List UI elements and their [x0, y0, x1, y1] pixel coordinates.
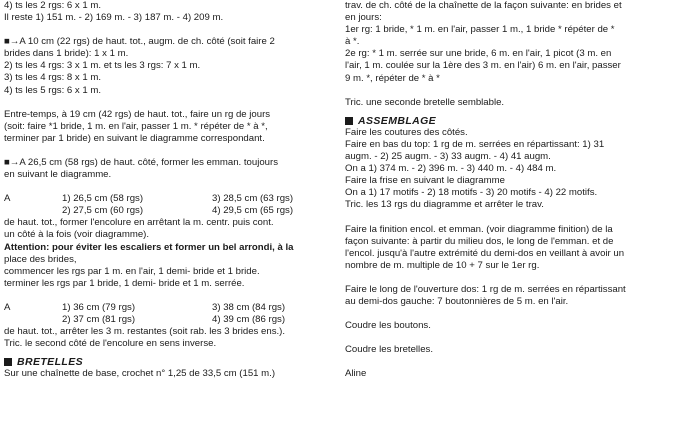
text-line: 3) ts les 4 rgs: 8 x 1 m. — [4, 72, 102, 84]
table-cell: 3) 38 cm (84 rgs) — [212, 301, 286, 313]
text-line: ■→A 26,5 cm (58 rgs) de haut. côté, former les emman. toujours — [4, 156, 279, 168]
text-line: (soit: faire *1 bride, 1 m. en l'air, passer 1 m. * répéter de * à *, — [4, 120, 268, 132]
text-line: On a 1) 17 motifs - 2) 18 motifs - 3) 20 motifs - 4) 22 motifs. — [345, 187, 598, 199]
text-line: Faire en bas du top: 1 rg de m. serrées en répartissant: 1) 31 — [345, 138, 605, 150]
table-label: A — [4, 193, 11, 205]
table-cell: 1) 26,5 cm (58 rgs) — [62, 193, 144, 205]
text-line: l'air, 1 m. coulée sur la 1ère des 3 m. en l'air) 6 m. en l'air, passer — [345, 60, 621, 72]
table-cell: 4) 39 cm (86 rgs) — [212, 313, 286, 325]
text-line: ■→A 10 cm (22 rgs) de haut. tot., augm. de ch. côté (soit faire 2 — [4, 36, 275, 48]
text-line: terminer par 1 bride) en suivant le diagramme correspondant. — [4, 132, 265, 144]
text-line: Faire la finition encol. et emman. (voir diagramme finition) de la — [345, 223, 613, 235]
text-line: On a 1) 374 m. - 2) 396 m. - 3) 440 m. - 4) 484 m. — [345, 163, 557, 175]
text-line: 4) ts les 5 rgs: 6 x 1 m. — [4, 84, 102, 96]
text-line: Coudre les boutons. — [345, 320, 431, 332]
text-line: terminer les rgs par 1 bride, 1 demi- bride et 1 m. serrée. — [4, 277, 245, 289]
text-line: en jours: — [345, 12, 382, 24]
table-cell: 1) 36 cm (79 rgs) — [62, 301, 136, 313]
table-cell: 2) 37 cm (81 rgs) — [62, 313, 136, 325]
text-line: commencer les rgs par 1 m. en l'air, 1 demi- bride et 1 bride. — [4, 265, 260, 277]
text-line: au demi-dos gauche: 7 boutonnières de 5 m. en l'air. — [345, 295, 569, 307]
table-cell: 2) 27,5 cm (60 rgs) — [62, 205, 144, 217]
signature: Aline — [345, 368, 367, 380]
left-column — [4, 0, 340, 380]
text-line: Il reste 1) 151 m. - 2) 169 m. - 3) 187 m. - 4) 209 m. — [4, 12, 224, 24]
measurement-table — [4, 193, 340, 217]
section-heading: ASSEMBLAGE — [345, 115, 685, 127]
right-column — [345, 0, 685, 380]
text-line: brides dans 1 bride): 1 x 1 m. — [4, 48, 129, 60]
text-line: l'encol. jusqu'à l'autre extrémité du demi-dos en veillant à avoir un — [345, 247, 625, 259]
text-line: trav. de ch. côté de la chaînette de la façon suivante: en brides et — [345, 0, 622, 11]
text-line: 1er rg: 1 bride, * 1 m. en l'air, passer 1 m., 1 bride * répéter de * — [345, 24, 615, 36]
text-line: un côté à la fois (voir diagramme). — [4, 229, 150, 241]
text-line: Coudre les bretelles. — [345, 344, 433, 356]
table-label: A — [4, 301, 11, 313]
section-heading: BRETELLES — [4, 356, 340, 368]
text-line: de haut. tot., former l'encolure en arrêtant la m. centr. puis cont. — [4, 217, 274, 229]
text-line: augm. - 2) 25 augm. - 3) 33 augm. - 4) 41 augm. — [345, 151, 551, 163]
text-line: 9 m. *, répéter de * à * — [345, 72, 440, 84]
text-line: de haut. tot., arrêter les 3 m. restantes (soit rab. les 3 brides ens.). — [4, 326, 286, 338]
text-line: Faire le long de l'ouverture dos: 1 rg de m. serrées en répartissant — [345, 283, 626, 295]
text-line: Entre-temps, à 19 cm (42 rgs) de haut. tot., faire un rg de jours — [4, 108, 271, 120]
text-line: place des brides, — [4, 253, 77, 265]
table-cell: 4) 29,5 cm (65 rgs) — [212, 205, 294, 217]
text-line: Tric. le second côté de l'encolure en sens inverse. — [4, 338, 217, 350]
text-line: 4) ts les 2 rgs: 6 x 1 m. — [4, 0, 102, 11]
text-line: Faire les coutures des côtés. — [345, 126, 468, 138]
text-line: Tric. les 13 rgs du diagramme et arrêter le trav. — [345, 199, 544, 211]
table-cell: 3) 28,5 cm (63 rgs) — [212, 193, 294, 205]
text-line: Faire la frise en suivant le diagramme — [345, 175, 505, 187]
square-bullet-icon — [4, 358, 12, 366]
measurement-table — [4, 302, 340, 326]
text-line: nombre de m. multiple de 10 + 7 sur le 1er rg. — [345, 259, 540, 271]
square-bullet-icon — [345, 117, 353, 125]
text-line: Attention: pour éviter les escaliers et former un bel arrondi, à la — [4, 241, 294, 253]
text-line: façon suivante: à partir du milieu dos, le long de l'emman. et de — [345, 235, 614, 247]
text-line: à *. — [345, 36, 360, 48]
text-line: 2) ts les 4 rgs: 3 x 1 m. et ts les 3 rgs: 7 x 1 m. — [4, 60, 201, 72]
text-line: Tric. une seconde bretelle semblable. — [345, 96, 505, 108]
text-line: Sur une chaînette de base, crochet n° 1,25 de 33,5 cm (151 m.) — [4, 368, 276, 380]
text-line: en suivant le diagramme. — [4, 169, 112, 181]
text-line: 2e rg: * 1 m. serrée sur une bride, 6 m. en l'air, 1 picot (3 m. en — [345, 48, 612, 60]
